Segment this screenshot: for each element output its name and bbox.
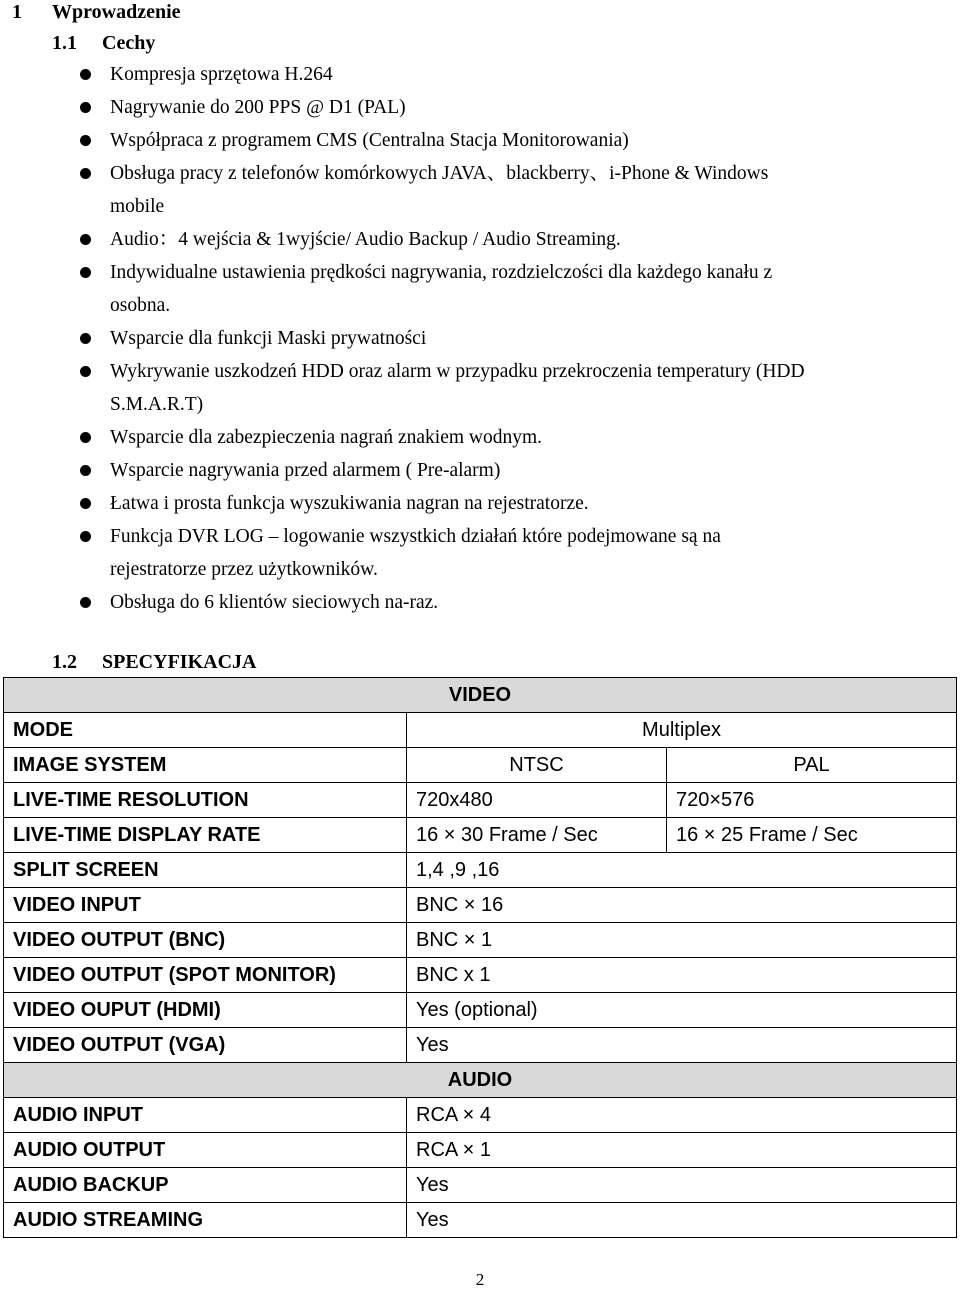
list-item: Indywidualne ustawienia prędkości nagrywania, rozdzielczości dla każdego kanału z osobna. bbox=[0, 256, 960, 322]
table-row bbox=[4, 1168, 957, 1203]
spec-label: VIDEO INPUT bbox=[4, 888, 407, 923]
list-item: Audio：4 wejścia & 1wyjście/ Audio Backup / Audio Streaming. bbox=[0, 223, 960, 256]
section-title: Cechy bbox=[102, 32, 156, 54]
bullet-icon bbox=[80, 432, 91, 443]
spec-value: Yes (optional) bbox=[407, 993, 957, 1028]
spec-value-pal: 720×576 bbox=[667, 783, 957, 818]
specification-table bbox=[3, 677, 957, 1238]
section-heading-1-1 bbox=[52, 31, 155, 55]
table-row bbox=[4, 678, 957, 713]
section-number: 1.1 bbox=[52, 32, 77, 54]
list-item: Kompresja sprzętowa H.264 bbox=[0, 58, 960, 91]
section-title: SPECYFIKACJA bbox=[102, 651, 257, 673]
video-section-header: VIDEO bbox=[4, 678, 957, 713]
spec-value-ntsc: NTSC bbox=[407, 748, 667, 783]
table-row bbox=[4, 818, 957, 853]
spec-label: AUDIO INPUT bbox=[4, 1098, 407, 1133]
list-item: Obsługa do 6 klientów sieciowych na-raz. bbox=[0, 586, 960, 619]
spec-value: BNC x 1 bbox=[407, 958, 957, 993]
list-item: Funkcja DVR LOG – logowanie wszystkich działań które podejmowane są na rejestratorze przez użytkowników. bbox=[0, 520, 960, 586]
spec-value: BNC × 1 bbox=[407, 923, 957, 958]
list-item: Wsparcie nagrywania przed alarmem ( Pre-alarm) bbox=[0, 454, 960, 487]
bullet-icon bbox=[80, 498, 91, 509]
bullet-icon bbox=[80, 168, 91, 179]
spec-value-pal: PAL bbox=[667, 748, 957, 783]
spec-value: Yes bbox=[407, 1168, 957, 1203]
list-item: Nagrywanie do 200 PPS @ D1 (PAL) bbox=[0, 91, 960, 124]
table-row bbox=[4, 923, 957, 958]
spec-label: LIVE-TIME DISPLAY RATE bbox=[4, 818, 407, 853]
spec-label: IMAGE SYSTEM bbox=[4, 748, 407, 783]
section-title: Wprowadzenie bbox=[52, 1, 181, 23]
table-row bbox=[4, 1098, 957, 1133]
features-list bbox=[0, 58, 960, 619]
spec-label: VIDEO OUTPUT (VGA) bbox=[4, 1028, 407, 1063]
spec-value: Multiplex bbox=[407, 713, 957, 748]
spec-label: SPLIT SCREEN bbox=[4, 853, 407, 888]
spec-value: RCA × 4 bbox=[407, 1098, 957, 1133]
page-number: 2 bbox=[475, 1270, 485, 1289]
spec-value-pal: 16 × 25 Frame / Sec bbox=[667, 818, 957, 853]
spec-value: BNC × 16 bbox=[407, 888, 957, 923]
list-item: Współpraca z programem CMS (Centralna Stacja Monitorowania) bbox=[0, 124, 960, 157]
list-item: Wsparcie dla funkcji Maski prywatności bbox=[0, 322, 960, 355]
spec-label: LIVE-TIME RESOLUTION bbox=[4, 783, 407, 818]
spec-value: RCA × 1 bbox=[407, 1133, 957, 1168]
spec-label: AUDIO OUTPUT bbox=[4, 1133, 407, 1168]
bullet-icon bbox=[80, 267, 91, 278]
bullet-icon bbox=[80, 69, 91, 80]
spec-label: MODE bbox=[4, 713, 407, 748]
spec-label: VIDEO OUTPUT (BNC) bbox=[4, 923, 407, 958]
audio-section-header: AUDIO bbox=[4, 1063, 957, 1098]
spec-value: 1,4 ,9 ,16 bbox=[407, 853, 957, 888]
spec-value: Yes bbox=[407, 1203, 957, 1238]
bullet-icon bbox=[80, 333, 91, 344]
table-row bbox=[4, 958, 957, 993]
spec-label: AUDIO STREAMING bbox=[4, 1203, 407, 1238]
table-row bbox=[4, 1203, 957, 1238]
spec-label: AUDIO BACKUP bbox=[4, 1168, 407, 1203]
list-item: Obsługa pracy z telefonów komórkowych JAVA、blackberry、i-Phone & Windows mobile bbox=[0, 157, 960, 223]
section-number: 1 bbox=[12, 1, 22, 23]
section-heading-1 bbox=[12, 0, 181, 24]
bullet-icon bbox=[80, 531, 91, 542]
table-row bbox=[4, 1063, 957, 1098]
spec-value-ntsc: 16 × 30 Frame / Sec bbox=[407, 818, 667, 853]
bullet-icon bbox=[80, 234, 91, 245]
table-row bbox=[4, 1028, 957, 1063]
list-item: Wsparcie dla zabezpieczenia nagrań znakiem wodnym. bbox=[0, 421, 960, 454]
table-row bbox=[4, 713, 957, 748]
table-row bbox=[4, 748, 957, 783]
table-row bbox=[4, 853, 957, 888]
spec-label: VIDEO OUPUT (HDMI) bbox=[4, 993, 407, 1028]
bullet-icon bbox=[80, 135, 91, 146]
bullet-icon bbox=[80, 102, 91, 113]
spec-value-ntsc: 720x480 bbox=[407, 783, 667, 818]
table-row bbox=[4, 993, 957, 1028]
list-item: Łatwa i prosta funkcja wyszukiwania nagran na rejestratorze. bbox=[0, 487, 960, 520]
list-item: Wykrywanie uszkodzeń HDD oraz alarm w przypadku przekroczenia temperatury (HDD S.M.A.R.T) bbox=[0, 355, 960, 421]
bullet-icon bbox=[80, 366, 91, 377]
spec-value: Yes bbox=[407, 1028, 957, 1063]
bullet-icon bbox=[80, 597, 91, 608]
table-row bbox=[4, 888, 957, 923]
bullet-icon bbox=[80, 465, 91, 476]
spec-label: VIDEO OUTPUT (SPOT MONITOR) bbox=[4, 958, 407, 993]
section-heading-1-2 bbox=[52, 650, 256, 674]
table-row bbox=[4, 783, 957, 818]
section-number: 1.2 bbox=[52, 651, 77, 673]
table-row bbox=[4, 1133, 957, 1168]
